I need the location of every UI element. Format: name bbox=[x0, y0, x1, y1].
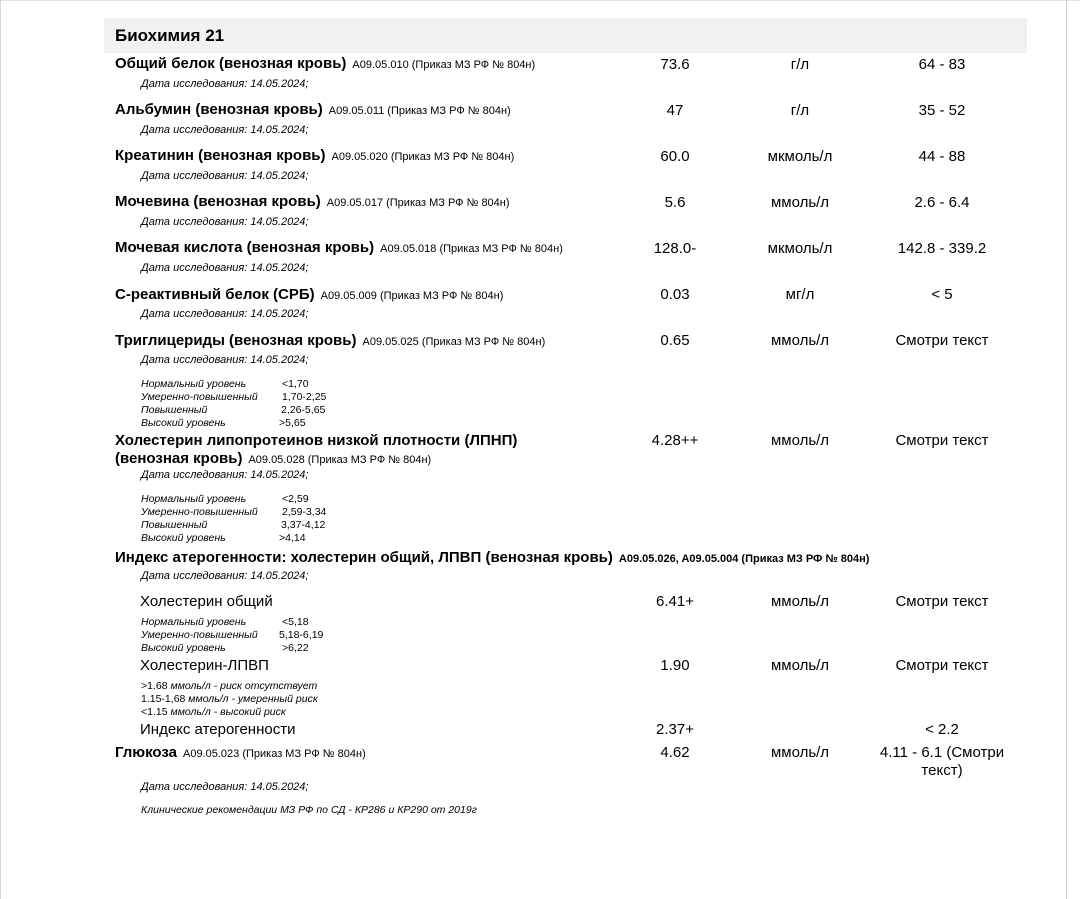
reference-row bbox=[141, 642, 309, 655]
test-name-text: Мочевая кислота (венозная кровь) bbox=[115, 239, 375, 256]
test-unit: мкмоль/л bbox=[767, 148, 833, 165]
test-name-text: Триглицериды (венозная кровь) bbox=[115, 332, 357, 349]
reference-label: Нормальный уровень bbox=[141, 616, 247, 628]
test-value: 4.62 bbox=[660, 744, 690, 761]
test-unit: мкмоль/л bbox=[767, 240, 833, 257]
risk-note-value: <1.15 bbox=[141, 706, 168, 718]
group-name-text: Индекс атерогенности: холестерин общий, ЛПВП (венозная кровь) bbox=[115, 549, 613, 566]
test-unit: мг/л bbox=[785, 286, 815, 303]
reference-row bbox=[141, 532, 306, 545]
test-unit: г/л bbox=[790, 102, 810, 119]
subtest-value: 2.37+ bbox=[656, 721, 694, 738]
risk-note-text: ммоль/л - высокий риск bbox=[167, 706, 286, 718]
test-unit: ммоль/л bbox=[770, 744, 830, 761]
test-date: Дата исследования: 14.05.2024; bbox=[141, 78, 309, 90]
reference-value: <5,18 bbox=[282, 616, 309, 628]
reference-value: >5,65 bbox=[279, 417, 306, 429]
test-date: Дата исследования: 14.05.2024; bbox=[141, 216, 309, 228]
reference-value: <2,59 bbox=[282, 493, 309, 505]
test-range-line2: текст) bbox=[921, 762, 963, 779]
test-code: A09.05.028 (Приказ МЗ РФ № 804н) bbox=[248, 454, 432, 466]
reference-value: 1,70-2,25 bbox=[282, 391, 327, 403]
risk-note-value: 1.15-1,68 bbox=[141, 693, 186, 705]
reference-label: Повышенный bbox=[141, 404, 208, 416]
test-name-text: Мочевина (венозная кровь) bbox=[115, 193, 321, 210]
reference-value: 5,18-6,19 bbox=[279, 629, 324, 641]
test-value: 73.6 bbox=[660, 56, 690, 73]
test-code: A09.05.018 (Приказ МЗ РФ № 804н) bbox=[380, 243, 563, 255]
risk-note bbox=[141, 680, 317, 693]
subtest-range: Смотри текст bbox=[895, 593, 989, 610]
reference-label: Повышенный bbox=[141, 519, 208, 531]
test-name bbox=[115, 55, 535, 74]
test-date: Дата исследования: 14.05.2024; bbox=[141, 124, 309, 136]
subtest-unit: ммоль/л bbox=[770, 657, 830, 674]
test-name bbox=[115, 147, 514, 166]
test-code: A09.05.017 (Приказ МЗ РФ № 804н) bbox=[326, 197, 510, 209]
subtest-range: Смотри текст bbox=[895, 657, 989, 674]
reference-row bbox=[141, 616, 309, 629]
test-name bbox=[115, 101, 511, 120]
test-unit: ммоль/л bbox=[770, 332, 830, 349]
section-title: Биохимия 21 bbox=[115, 26, 225, 45]
test-value: 47 bbox=[666, 102, 684, 119]
reference-row bbox=[141, 391, 327, 404]
reference-label: Умеренно-повышенный bbox=[141, 391, 258, 403]
test-name-text: С-реактивный белок (СРБ) bbox=[115, 286, 315, 303]
reference-row bbox=[141, 404, 326, 417]
risk-note-value: >1.68 bbox=[141, 680, 168, 692]
test-date: Дата исследования: 14.05.2024; bbox=[141, 262, 309, 274]
reference-label: Высокий уровень bbox=[141, 642, 226, 654]
page-right-edge bbox=[1066, 0, 1067, 899]
test-code: A09.05.011 (Приказ МЗ РФ № 804н) bbox=[328, 105, 511, 117]
reference-value: >6,22 bbox=[282, 642, 309, 654]
section-header bbox=[104, 18, 1027, 53]
subtest-unit: ммоль/л bbox=[770, 593, 830, 610]
reference-label: Нормальный уровень bbox=[141, 378, 247, 390]
subtest-range: < 2.2 bbox=[925, 721, 959, 738]
test-name-text: Альбумин (венозная кровь) bbox=[115, 101, 323, 118]
reference-value: >4,14 bbox=[279, 532, 306, 544]
group-code: A09.05.026, A09.05.004 (Приказ МЗ РФ № 804н) bbox=[618, 553, 870, 565]
page-left-edge bbox=[0, 0, 1, 899]
reference-label: Высокий уровень bbox=[141, 532, 226, 544]
test-name bbox=[115, 193, 510, 212]
test-date: Дата исследования: 14.05.2024; bbox=[141, 308, 309, 320]
risk-note-text: ммоль/л - риск отсутствует bbox=[167, 680, 318, 692]
test-range: Смотри текст bbox=[895, 432, 989, 449]
reference-value: 2,59-3,34 bbox=[282, 506, 327, 518]
test-range: 2.6 - 6.4 bbox=[914, 194, 970, 211]
test-name bbox=[115, 744, 366, 763]
reference-label: Умеренно-повышенный bbox=[141, 506, 258, 518]
test-name-text: Креатинин (венозная кровь) bbox=[115, 147, 326, 164]
reference-row bbox=[141, 519, 326, 532]
reference-row bbox=[141, 629, 324, 642]
group-date: Дата исследования: 14.05.2024; bbox=[141, 570, 309, 582]
test-range-line1: 4.11 - 6.1 (Смотри bbox=[879, 744, 1005, 761]
test-value: 4.28++ bbox=[651, 432, 699, 449]
test-unit: ммоль/л bbox=[770, 432, 830, 449]
test-range: < 5 bbox=[931, 286, 953, 303]
test-value: 0.03 bbox=[660, 286, 690, 303]
test-name-text: Общий белок (венозная кровь) bbox=[115, 55, 347, 72]
risk-note-text: ммоль/л - умеренный риск bbox=[185, 693, 318, 705]
subtest-value: 1.90 bbox=[660, 657, 690, 674]
test-date: Дата исследования: 14.05.2024; bbox=[141, 170, 309, 182]
reference-label: Нормальный уровень bbox=[141, 493, 247, 505]
reference-label: Высокий уровень bbox=[141, 417, 226, 429]
test-value: 60.0 bbox=[660, 148, 690, 165]
test-range: 142.8 - 339.2 bbox=[897, 240, 987, 257]
clinical-footnote: Клинические рекомендации МЗ РФ по СД - КР286 и КР290 от 2019г bbox=[141, 804, 477, 816]
reference-row bbox=[141, 378, 309, 391]
risk-note bbox=[141, 693, 318, 706]
reference-label: Умеренно-повышенный bbox=[141, 629, 258, 641]
test-code: A09.05.023 (Приказ МЗ РФ № 804н) bbox=[182, 748, 366, 760]
reference-value: 3,37-4,12 bbox=[281, 519, 326, 531]
reference-value: 2,26-5,65 bbox=[281, 404, 326, 416]
test-unit: г/л bbox=[790, 56, 810, 73]
test-range: Смотри текст bbox=[895, 332, 989, 349]
test-date: Дата исследования: 14.05.2024; bbox=[141, 781, 309, 793]
test-value: 5.6 bbox=[664, 194, 686, 211]
test-range: 44 - 88 bbox=[918, 148, 966, 165]
risk-note bbox=[141, 706, 286, 719]
test-unit: ммоль/л bbox=[770, 194, 830, 211]
reference-row bbox=[141, 506, 327, 519]
test-name: Холестерин липопротеинов низкой плотности (ЛПНП) bbox=[115, 432, 518, 449]
test-range: 64 - 83 bbox=[918, 56, 966, 73]
test-code: A09.05.010 (Приказ МЗ РФ № 804н) bbox=[352, 59, 536, 71]
test-name-continued bbox=[115, 450, 431, 469]
test-code: A09.05.025 (Приказ МЗ РФ № 804н) bbox=[362, 336, 546, 348]
reference-value: <1,70 bbox=[282, 378, 309, 390]
test-value: 128.0- bbox=[653, 240, 697, 257]
subtest-name: Холестерин-ЛПВП bbox=[140, 657, 269, 674]
test-date: Дата исследования: 14.05.2024; bbox=[141, 469, 309, 481]
test-value: 0.65 bbox=[660, 332, 690, 349]
subtest-name: Индекс атерогенности bbox=[140, 721, 296, 738]
test-name bbox=[115, 286, 503, 305]
subtest-name: Холестерин общий bbox=[140, 593, 273, 610]
test-name bbox=[115, 239, 563, 258]
subtest-value: 6.41+ bbox=[656, 593, 694, 610]
reference-row bbox=[141, 493, 309, 506]
test-code: A09.05.009 (Приказ МЗ РФ № 804н) bbox=[320, 290, 504, 302]
test-name bbox=[115, 332, 545, 351]
test-date: Дата исследования: 14.05.2024; bbox=[141, 354, 309, 366]
test-name-text: (венозная кровь) bbox=[115, 450, 243, 467]
reference-row bbox=[141, 417, 306, 430]
test-code: A09.05.020 (Приказ МЗ РФ № 804н) bbox=[331, 151, 515, 163]
test-name-text: Глюкоза bbox=[115, 744, 177, 761]
test-range: 35 - 52 bbox=[918, 102, 966, 119]
page-top-edge bbox=[0, 0, 1080, 1]
group-name bbox=[115, 549, 869, 568]
